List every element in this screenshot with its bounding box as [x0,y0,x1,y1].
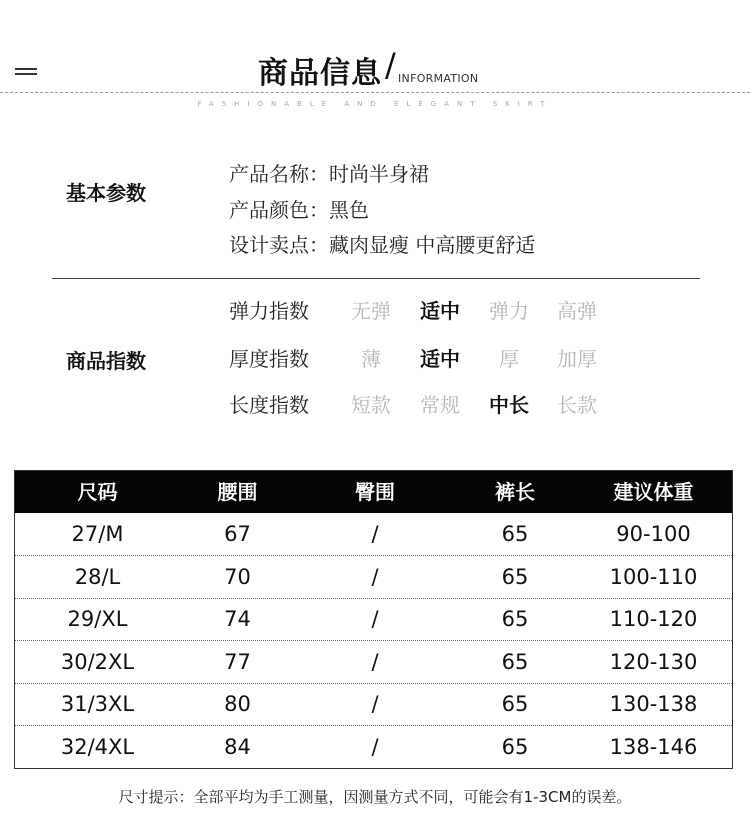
table-cell: 29/XL [67,607,128,631]
page-title: 商品信息 [258,56,382,91]
product-color: 产品颜色：黑色 [229,198,369,222]
index-option: 薄 [361,347,381,371]
menu-icon[interactable] [15,67,37,77]
header-divider [0,92,750,93]
title-slash: / [385,46,396,84]
column-header: 建议体重 [613,480,694,504]
table-cell: 90-100 [616,522,691,546]
size-table [14,470,733,769]
index-name: 长度指数 [229,393,309,417]
index-row [229,295,649,325]
index-option: 适中 [420,347,460,371]
column-header: 裤长 [495,480,535,504]
table-cell: 65 [501,522,529,546]
table-cell: 31/3XL [60,692,135,716]
table-row [15,598,732,641]
table-cell: 65 [501,649,529,674]
table-row [15,513,732,556]
index-option: 高弹 [557,299,597,323]
table-cell: / [371,522,379,546]
tagline: FASHIONABLE AND ELEGANT SKIRT [197,100,553,108]
table-cell: 74 [224,607,251,631]
table-cell: 77 [224,649,251,674]
index-option: 弹力 [489,299,529,323]
index-row [229,343,649,373]
column-header: 腰围 [217,480,258,504]
column-header: 臀围 [355,480,395,504]
table-cell: 32/4XL [60,734,135,759]
index-option: 适中 [420,299,460,323]
table-cell: 80 [224,692,251,716]
table-row [15,641,732,684]
table-cell: 65 [501,607,529,631]
index-option: 常规 [420,393,460,417]
table-cell: 120-130 [609,649,698,674]
index-option: 加厚 [557,347,597,371]
table-cell: 28/L [74,564,121,589]
table-cell: 65 [501,734,529,759]
index-row [229,389,649,419]
product-index-label: 商品指数 [66,349,146,373]
table-cell: / [371,692,379,716]
table-cell: 138-146 [609,734,698,759]
section-divider [52,278,700,279]
table-cell: 67 [224,522,251,546]
index-option: 长款 [557,393,597,417]
table-header [15,471,732,513]
index-name: 弹力指数 [229,299,309,323]
table-cell: / [371,649,379,674]
table-cell: 100-110 [609,564,698,589]
index-name: 厚度指数 [229,347,309,371]
table-cell: 65 [501,564,529,589]
table-cell: 70 [224,564,251,589]
table-row [15,556,732,599]
index-option: 短款 [351,393,391,417]
table-cell: / [371,734,379,759]
table-cell: 110-120 [609,607,698,631]
table-cell: 30/2XL [60,649,135,674]
size-note: 尺寸提示：全部平均为手工测量，因测量方式不同，可能会有1-3CM的误差。 [118,788,632,806]
table-row [15,683,732,726]
index-option: 无弹 [351,299,391,323]
index-option: 厚 [499,347,519,371]
product-name: 产品名称：时尚半身裙 [229,162,429,186]
table-cell: 27/M [71,522,124,546]
table-cell: / [371,607,379,631]
table-cell: 130-138 [609,692,698,716]
basic-params-label: 基本参数 [66,181,146,205]
table-cell: / [371,564,379,589]
table-cell: 65 [501,692,529,716]
table-row [15,726,732,769]
index-option: 中长 [489,393,529,417]
title-english: INFORMATION [398,72,479,85]
selling-point: 设计卖点：藏肉显瘦 中高腰更舒适 [229,233,536,257]
column-header: 尺码 [77,480,118,504]
table-cell: 84 [224,734,251,759]
